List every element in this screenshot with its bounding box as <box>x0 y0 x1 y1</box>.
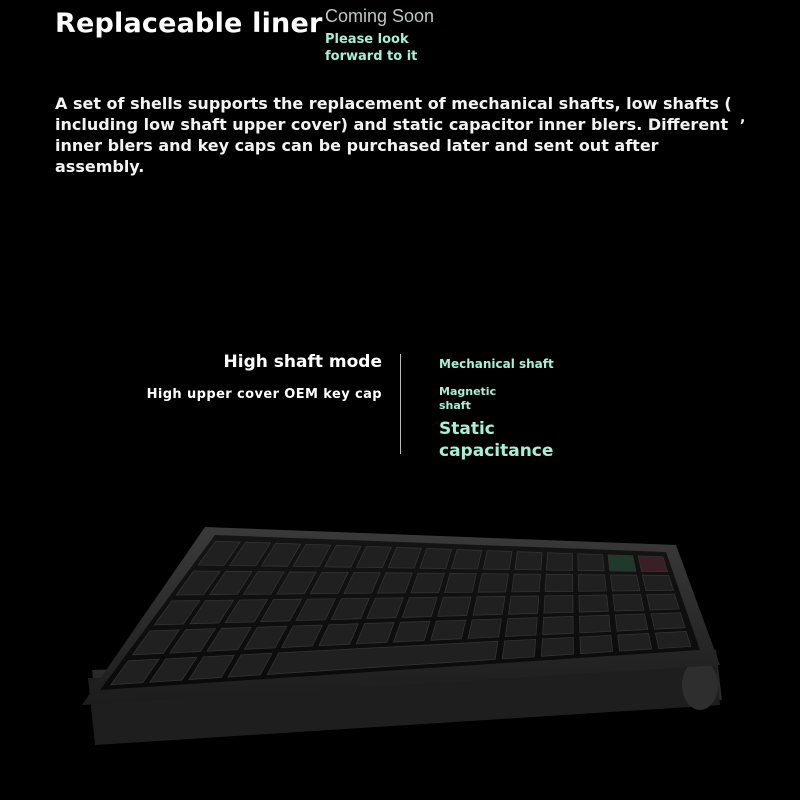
keycap <box>468 619 501 638</box>
keycap <box>615 614 648 631</box>
keycap <box>651 613 685 629</box>
keycap <box>431 620 466 640</box>
keycap <box>502 639 535 658</box>
option-static-capacitance: Static capacitance <box>439 419 554 461</box>
mode-title: High shaft mode <box>223 352 382 372</box>
description-text: A set of shells supports the replacement of mechanical shafts, low shafts ( including low shaft upper cover) and static capacitor inner blers. Different inner blers and key caps can be purchased later and sent out after assembly. <box>55 94 732 176</box>
keycap <box>647 594 679 610</box>
keycap <box>438 597 471 616</box>
keycap <box>578 554 604 571</box>
divider <box>400 354 401 454</box>
coming-soon-label: Coming Soon <box>325 6 435 26</box>
keycap <box>483 551 512 570</box>
keycap <box>579 595 608 612</box>
keycap <box>473 596 505 615</box>
keycap <box>613 595 644 611</box>
page-title: Replaceable liner <box>55 8 323 39</box>
keycap <box>509 596 539 614</box>
keycap <box>642 575 673 590</box>
keycap <box>445 573 477 592</box>
keycap <box>578 575 606 592</box>
keycap <box>638 556 667 572</box>
description-stray-mark: , <box>740 110 746 126</box>
keycap <box>545 574 573 591</box>
keyboard-image <box>0 500 800 800</box>
keycap <box>547 553 573 571</box>
keycap <box>478 574 508 592</box>
keycap <box>515 552 542 570</box>
keycap <box>655 631 691 648</box>
keycap <box>505 618 537 637</box>
keycap <box>543 616 574 634</box>
keycap <box>541 637 573 656</box>
mode-subtitle: High upper cover OEM key cap <box>146 387 382 402</box>
keycap <box>610 575 639 591</box>
keycap <box>544 595 573 613</box>
keycap <box>580 635 613 653</box>
option-mechanical-shaft: Mechanical shaft <box>439 357 554 371</box>
look-forward-note: Please look forward to it <box>325 32 418 64</box>
keycap <box>608 555 636 571</box>
keycap <box>512 574 541 592</box>
option-magnetic-shaft: Magnetic shaft <box>439 385 497 412</box>
keycap <box>618 633 652 651</box>
keycap <box>451 550 481 569</box>
keycap <box>579 615 610 633</box>
